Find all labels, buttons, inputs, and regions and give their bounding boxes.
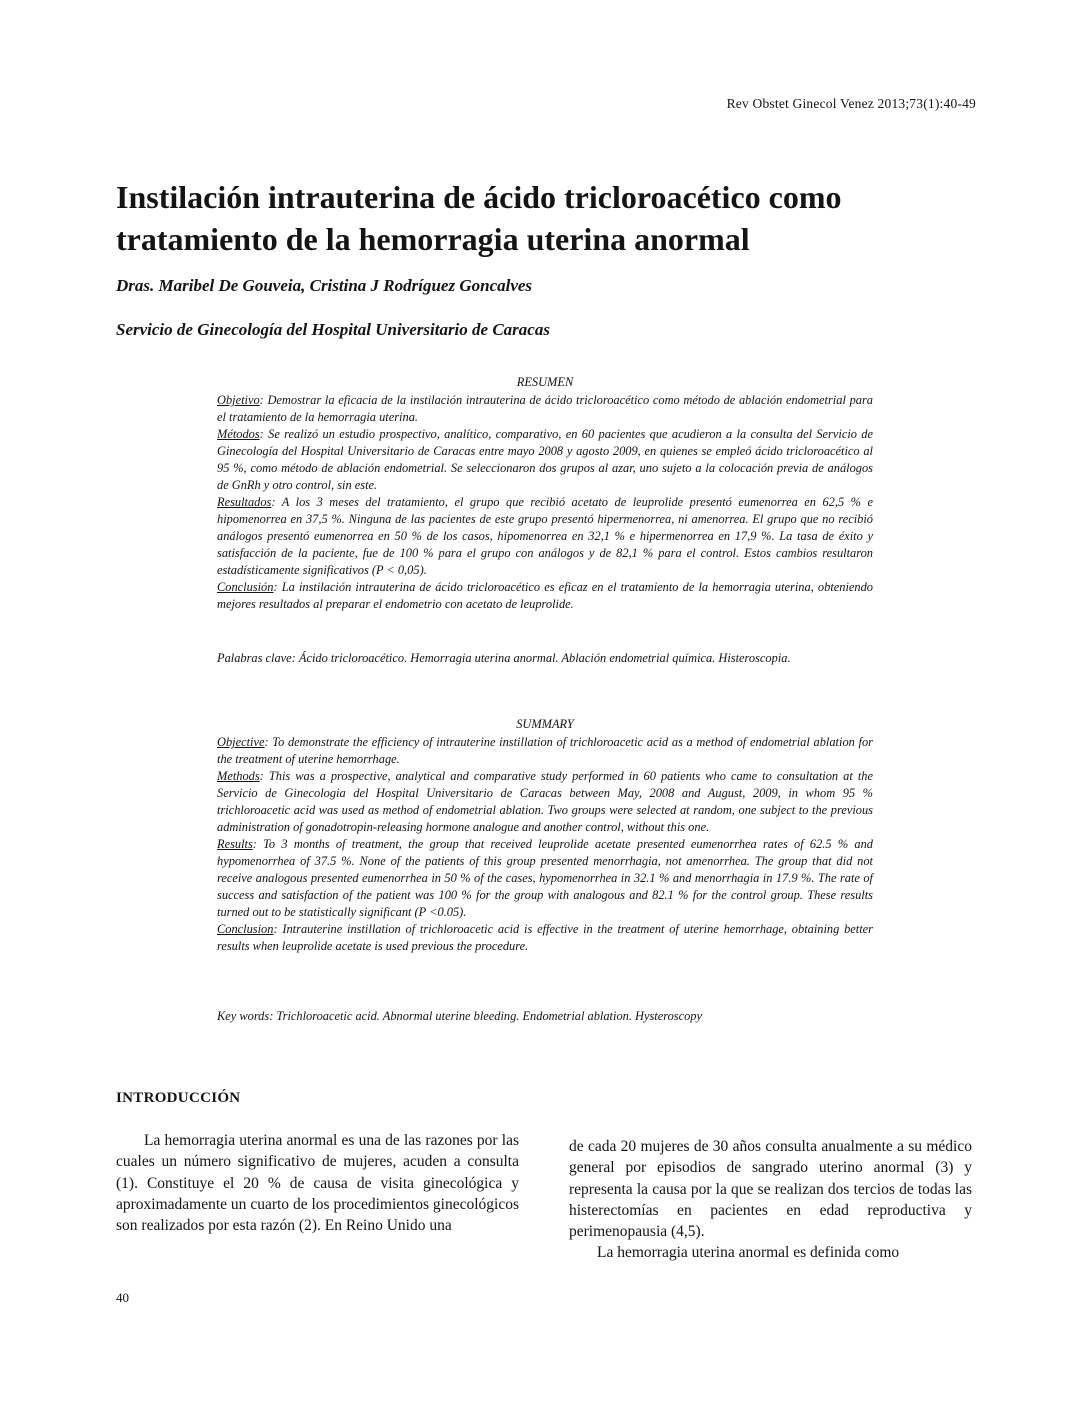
resumen-objetivo bbox=[217, 392, 873, 426]
intro-paragraph-1-continued: de cada 20 mujeres de 30 años consulta anualmente a su médico general por episodios de sangrado uterino anormal (3) y representa la causa por la que se realizan dos tercios de todas las histerectomías en pacientes en edad reproductiva y perimenopausia (4,5). bbox=[569, 1138, 972, 1241]
conclusion-en-text: : Intrauterine instillation of trichloroacetic acid is effective in the treatment of uterine hemorrhage, obtaining better results when leuprolide acetate is used previous the procedure. bbox=[217, 922, 873, 953]
intro-paragraph-1: La hemorragia uterina anormal es una de las razones por las cuales un número significativo de mujeres, acuden a consulta (1). Constituye el 20 % de causa de visita ginecológica y aproximadamente un cuarto de los procedimientos ginecológicos son realizados por esta razón (2). En Reino Unido una bbox=[116, 1132, 519, 1235]
resumen-heading: RESUMEN bbox=[516, 375, 574, 389]
body-column-left bbox=[116, 1130, 519, 1236]
resultados-label: Resultados bbox=[217, 495, 272, 509]
resumen-section bbox=[217, 374, 873, 613]
methods-label: Methods bbox=[217, 769, 260, 783]
article-affiliation: Servicio de Ginecología del Hospital Universitario de Caracas bbox=[116, 320, 550, 339]
objective-text: : To demonstrate the efficiency of intrauterine instillation of trichloroacetic acid as a method of endometrial ablation for the treatment of uterine hemorrhage. bbox=[217, 735, 873, 766]
resumen-conclusion bbox=[217, 579, 873, 613]
summary-heading: SUMMARY bbox=[516, 717, 574, 731]
journal-reference: Rev Obstet Ginecol Venez 2013;73(1):40-49 bbox=[726, 96, 976, 111]
results-label: Results bbox=[217, 837, 253, 851]
summary-methods bbox=[217, 768, 873, 836]
metodos-text: : Se realizó un estudio prospectivo, analítico, comparativo, en 60 pacientes que acudieron a la consulta del Servicio de Ginecología del Hospital Universitario de Caracas entre mayo 2008 y agosto 2009, en quienes se empleó ácido tricloroacético al 95 %, como método de ablación endometrial. Se seleccionaron dos grupos al azar, uno sujeto a la colocación previa de análogos de GnRh y otro control, sin este. bbox=[217, 427, 873, 492]
body-column-right bbox=[569, 1136, 972, 1264]
summary-objective bbox=[217, 734, 873, 768]
resumen-metodos bbox=[217, 426, 873, 494]
conclusion-es-text: : La instilación intrauterina de ácido tricloroacético es eficaz en el tratamiento de la hemorragia uterina, obteniendo mejores resultados al preparar el endometrio con acetato de leuprolide. bbox=[217, 580, 873, 611]
resultados-text: : A los 3 meses del tratamiento, el grupo que recibió acetato de leuprolide presentó eumenorrea en 62,5 % e hipomenorrea en 37,5 %. Ninguna de las pacientes de este grupo presentó hipermenorrea, ni amenorrea. El grupo que no recibió análogos presentó eumenorrea en 50 % de los casos, hipomenorrea en 32,1 % e hipermenorrea en 17,9 %. La tasa de éxito y satisfacción de la paciente, fue de 100 % para el grupo con análogos y de 82,1 % para el control. Estos cambios resultaron estadísticamente significativos (P < 0,05). bbox=[217, 495, 873, 577]
introduction-heading: INTRODUCCIÓN bbox=[116, 1090, 241, 1106]
conclusion-en-label: Conclusion bbox=[217, 922, 274, 936]
conclusion-es-label: Conclusión bbox=[217, 580, 274, 594]
summary-results bbox=[217, 836, 873, 921]
results-text: : To 3 months of treatment, the group that received leuprolide acetate presented eumenorrhea rates of 62.5 % and hypomenorrhea of 37.5 %. None of the patients of this group presented menorrhagia, not amenorrhea. The group that did not receive analogous presented eumenorrhea in 50 % of the cases, hypomenorrhea in 32.1 % and menorrhagia in 17.9 %. The rate of success and satisfaction of the patient was 100 % for the group with analogous and 82.1 % for the control group. These results turned out to be statistically significant (P <0.05). bbox=[217, 837, 873, 919]
summary-conclusion bbox=[217, 921, 873, 955]
metodos-label: Métodos bbox=[217, 427, 260, 441]
resumen-resultados bbox=[217, 494, 873, 579]
methods-text: : This was a prospective, analytical and comparative study performed in 60 patients who came to consultation at the Servicio de Ginecologia del Hospital Universitario de Caracas between May, 2008 and August, 2009, in whom 95 % trichloroacetic acid was used as method of endometrial ablation. Two groups were selected at random, one subject to the previous administration of gonadotropin-releasing hormone analogue and another control, without this one. bbox=[217, 769, 873, 834]
objective-label: Objective bbox=[217, 735, 265, 749]
intro-paragraph-2: La hemorragia uterina anormal es definida como bbox=[597, 1244, 900, 1262]
objetivo-text: : Demostrar la eficacia de la instilación intrauterina de ácido tricloroacético como método de ablación endometrial para el tratamiento de la hemorragia uterina. bbox=[217, 393, 873, 424]
palabras-clave: Palabras clave: Ácido tricloroacético. Hemorragia uterina anormal. Ablación endometrial química. Histeroscopia. bbox=[217, 651, 791, 665]
article-authors: Dras. Maribel De Gouveia, Cristina J Rodríguez Goncalves bbox=[116, 276, 533, 295]
article-title: Instilación intrauterina de ácido tricloroacético como tratamiento de la hemorragia uterina anormal bbox=[116, 179, 842, 257]
summary-section bbox=[217, 716, 873, 955]
key-words: Key words: Trichloroacetic acid. Abnormal uterine bleeding. Endometrial ablation. Hysteroscopy bbox=[217, 1009, 703, 1023]
objetivo-label: Objetivo bbox=[217, 393, 260, 407]
page-number: 40 bbox=[116, 1290, 129, 1305]
